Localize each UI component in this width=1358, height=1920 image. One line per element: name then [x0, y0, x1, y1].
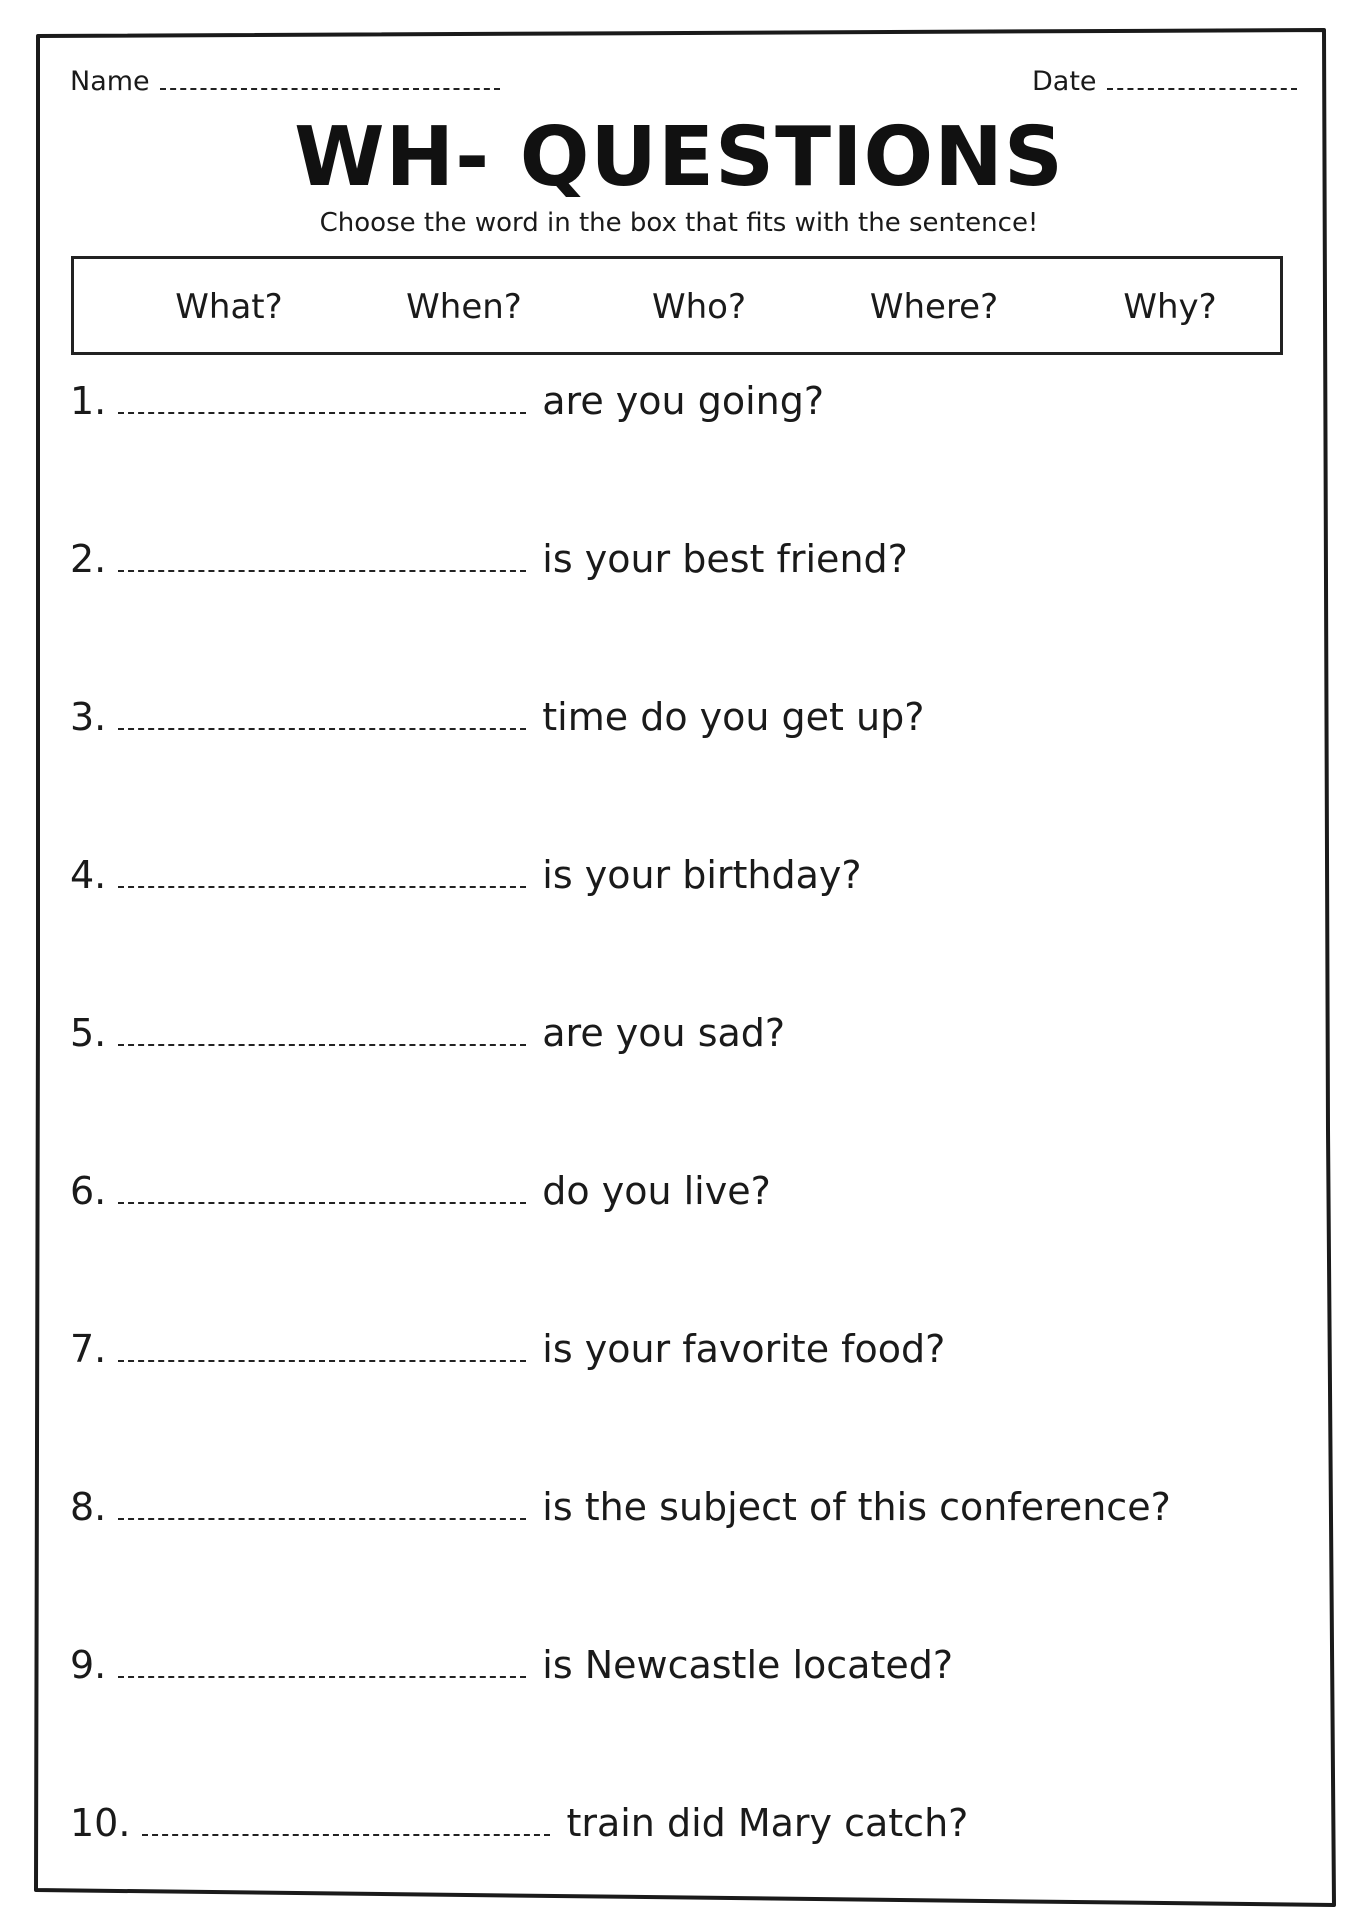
question-number: 9. [70, 1643, 107, 1687]
question-number: 8. [70, 1485, 107, 1529]
name-label: Name [70, 66, 150, 97]
date-field[interactable] [1032, 66, 1297, 98]
question-7 [70, 1326, 945, 1372]
answer-blank[interactable] [142, 1812, 550, 1836]
question-1 [70, 378, 824, 424]
page-title: WH- QUESTIONS [294, 110, 1064, 205]
word-when: When? [406, 287, 522, 327]
question-9 [70, 1642, 953, 1688]
date-blank[interactable] [1107, 70, 1297, 90]
question-2 [70, 536, 908, 582]
answer-blank[interactable] [118, 390, 526, 414]
question-5 [70, 1010, 785, 1056]
question-number: 4. [70, 853, 107, 897]
question-8 [70, 1484, 1171, 1530]
question-text: time do you get up? [542, 695, 925, 739]
name-field[interactable] [70, 66, 500, 98]
word-who: Who? [651, 287, 746, 327]
question-6 [70, 1168, 771, 1214]
answer-blank[interactable] [118, 1022, 526, 1046]
word-what: What? [175, 287, 283, 327]
question-number: 6. [70, 1169, 107, 1213]
answer-blank[interactable] [118, 548, 526, 572]
question-3 [70, 694, 924, 740]
question-number: 3. [70, 695, 107, 739]
question-text: is your favorite food? [542, 1327, 946, 1371]
question-number: 1. [70, 379, 107, 423]
word-box [71, 256, 1283, 355]
question-4 [70, 852, 862, 898]
date-label: Date [1032, 66, 1097, 97]
answer-blank[interactable] [118, 1496, 526, 1520]
question-number: 10. [70, 1801, 131, 1845]
question-text: train did Mary catch? [566, 1801, 969, 1845]
question-text: is the subject of this conference? [542, 1485, 1171, 1529]
answer-blank[interactable] [118, 1338, 526, 1362]
question-10 [70, 1800, 968, 1846]
question-text: is Newcastle located? [542, 1643, 954, 1687]
question-number: 5. [70, 1011, 107, 1055]
question-text: is your birthday? [542, 853, 862, 897]
answer-blank[interactable] [118, 706, 526, 730]
answer-blank[interactable] [118, 1654, 526, 1678]
word-where: Where? [869, 287, 999, 327]
question-text: is your best friend? [542, 537, 908, 581]
answer-blank[interactable] [118, 864, 526, 888]
question-number: 2. [70, 537, 107, 581]
answer-blank[interactable] [118, 1180, 526, 1204]
question-text: are you sad? [542, 1011, 786, 1055]
instructions: Choose the word in the box that fits with the sentence! [319, 208, 1039, 238]
question-text: do you live? [542, 1169, 771, 1213]
word-why: Why? [1123, 287, 1217, 327]
question-number: 7. [70, 1327, 107, 1371]
question-text: are you going? [542, 379, 824, 423]
name-blank[interactable] [160, 70, 500, 90]
